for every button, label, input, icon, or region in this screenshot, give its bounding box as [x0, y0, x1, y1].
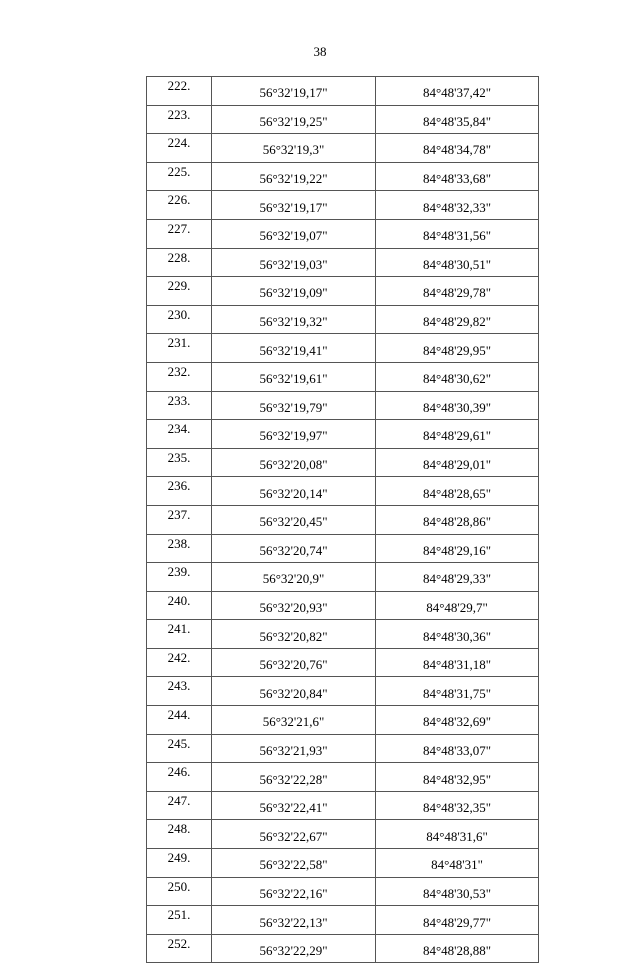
point-number-cell: 248.: [147, 820, 212, 849]
longitude-cell: 84°48'37,42": [376, 77, 539, 106]
point-number-cell: 245.: [147, 734, 212, 763]
longitude-cell: 84°48'30,51": [376, 248, 539, 277]
longitude-cell: 84°48'30,36": [376, 620, 539, 649]
latitude-cell: 56°32'22,13": [212, 906, 376, 935]
table-row: [147, 763, 539, 792]
point-number-cell: 229.: [147, 277, 212, 306]
latitude-cell: 56°32'22,58": [212, 849, 376, 878]
longitude-cell: 84°48'29,78": [376, 277, 539, 306]
point-number-cell: 230.: [147, 305, 212, 334]
point-number-cell: 250.: [147, 877, 212, 906]
latitude-cell: 56°32'22,29": [212, 934, 376, 963]
point-number-cell: 225.: [147, 162, 212, 191]
point-number-cell: 234.: [147, 420, 212, 449]
longitude-cell: 84°48'29,77": [376, 906, 539, 935]
longitude-cell: 84°48'31": [376, 849, 539, 878]
latitude-cell: 56°32'20,74": [212, 534, 376, 563]
latitude-cell: 56°32'22,41": [212, 791, 376, 820]
latitude-cell: 56°32'19,79": [212, 391, 376, 420]
latitude-cell: 56°32'22,28": [212, 763, 376, 792]
point-number-cell: 231.: [147, 334, 212, 363]
longitude-cell: 84°48'29,7": [376, 591, 539, 620]
latitude-cell: 56°32'20,84": [212, 677, 376, 706]
latitude-cell: 56°32'19,61": [212, 362, 376, 391]
table-row: [147, 534, 539, 563]
latitude-cell: 56°32'20,93": [212, 591, 376, 620]
longitude-cell: 84°48'32,69": [376, 706, 539, 735]
latitude-cell: 56°32'19,17": [212, 191, 376, 220]
table-row: [147, 191, 539, 220]
table-row: [147, 591, 539, 620]
point-number-cell: 243.: [147, 677, 212, 706]
latitude-cell: 56°32'19,25": [212, 105, 376, 134]
longitude-cell: 84°48'29,61": [376, 420, 539, 449]
longitude-cell: 84°48'33,07": [376, 734, 539, 763]
latitude-cell: 56°32'20,45": [212, 505, 376, 534]
table-row: [147, 849, 539, 878]
table-row: [147, 734, 539, 763]
longitude-cell: 84°48'32,35": [376, 791, 539, 820]
point-number-cell: 223.: [147, 105, 212, 134]
latitude-cell: 56°32'19,09": [212, 277, 376, 306]
table-row: [147, 505, 539, 534]
table-row: [147, 677, 539, 706]
longitude-cell: 84°48'30,62": [376, 362, 539, 391]
point-number-cell: 236.: [147, 477, 212, 506]
table-row: [147, 563, 539, 592]
longitude-cell: 84°48'31,18": [376, 648, 539, 677]
point-number-cell: 237.: [147, 505, 212, 534]
longitude-cell: 84°48'33,68": [376, 162, 539, 191]
table-row: [147, 362, 539, 391]
point-number-cell: 244.: [147, 706, 212, 735]
latitude-cell: 56°32'20,9": [212, 563, 376, 592]
point-number-cell: 227.: [147, 219, 212, 248]
table-row: [147, 706, 539, 735]
latitude-cell: 56°32'19,03": [212, 248, 376, 277]
point-number-cell: 252.: [147, 934, 212, 963]
table-row: [147, 620, 539, 649]
latitude-cell: 56°32'19,41": [212, 334, 376, 363]
latitude-cell: 56°32'21,6": [212, 706, 376, 735]
point-number-cell: 238.: [147, 534, 212, 563]
longitude-cell: 84°48'29,01": [376, 448, 539, 477]
table-row: [147, 248, 539, 277]
point-number-cell: 226.: [147, 191, 212, 220]
point-number-cell: 228.: [147, 248, 212, 277]
longitude-cell: 84°48'28,88": [376, 934, 539, 963]
table-row: [147, 77, 539, 106]
latitude-cell: 56°32'19,97": [212, 420, 376, 449]
page-number: 38: [313, 44, 327, 59]
longitude-cell: 84°48'31,6": [376, 820, 539, 849]
latitude-cell: 56°32'21,93": [212, 734, 376, 763]
coordinates-table: [146, 76, 539, 963]
latitude-cell: 56°32'19,22": [212, 162, 376, 191]
latitude-cell: 56°32'19,07": [212, 219, 376, 248]
point-number-cell: 251.: [147, 906, 212, 935]
table-row: [147, 934, 539, 963]
point-number-cell: 232.: [147, 362, 212, 391]
latitude-cell: 56°32'19,3": [212, 134, 376, 163]
latitude-cell: 56°32'22,16": [212, 877, 376, 906]
table-row: [147, 877, 539, 906]
point-number-cell: 233.: [147, 391, 212, 420]
table-row: [147, 791, 539, 820]
longitude-cell: 84°48'29,16": [376, 534, 539, 563]
point-number-cell: 247.: [147, 791, 212, 820]
point-number-cell: 242.: [147, 648, 212, 677]
table-row: [147, 105, 539, 134]
latitude-cell: 56°32'20,82": [212, 620, 376, 649]
table-row: [147, 162, 539, 191]
longitude-cell: 84°48'28,86": [376, 505, 539, 534]
longitude-cell: 84°48'29,33": [376, 563, 539, 592]
table-row: [147, 334, 539, 363]
longitude-cell: 84°48'29,82": [376, 305, 539, 334]
latitude-cell: 56°32'19,32": [212, 305, 376, 334]
table-row: [147, 648, 539, 677]
longitude-cell: 84°48'30,53": [376, 877, 539, 906]
table-row: [147, 420, 539, 449]
table-row: [147, 305, 539, 334]
longitude-cell: 84°48'32,33": [376, 191, 539, 220]
longitude-cell: 84°48'28,65": [376, 477, 539, 506]
longitude-cell: 84°48'34,78": [376, 134, 539, 163]
longitude-cell: 84°48'32,95": [376, 763, 539, 792]
point-number-cell: 246.: [147, 763, 212, 792]
table-row: [147, 277, 539, 306]
table-row: [147, 134, 539, 163]
latitude-cell: 56°32'20,14": [212, 477, 376, 506]
point-number-cell: 240.: [147, 591, 212, 620]
longitude-cell: 84°48'29,95": [376, 334, 539, 363]
table-row: [147, 219, 539, 248]
point-number-cell: 224.: [147, 134, 212, 163]
latitude-cell: 56°32'20,76": [212, 648, 376, 677]
latitude-cell: 56°32'22,67": [212, 820, 376, 849]
table-row: [147, 448, 539, 477]
longitude-cell: 84°48'31,56": [376, 219, 539, 248]
point-number-cell: 239.: [147, 563, 212, 592]
longitude-cell: 84°48'31,75": [376, 677, 539, 706]
table-row: [147, 477, 539, 506]
latitude-cell: 56°32'19,17": [212, 77, 376, 106]
table-row: [147, 820, 539, 849]
table-row: [147, 906, 539, 935]
longitude-cell: 84°48'35,84": [376, 105, 539, 134]
table-row: [147, 391, 539, 420]
coordinates-table-body: [147, 77, 539, 963]
point-number-cell: 235.: [147, 448, 212, 477]
longitude-cell: 84°48'30,39": [376, 391, 539, 420]
point-number-cell: 249.: [147, 849, 212, 878]
point-number-cell: 241.: [147, 620, 212, 649]
latitude-cell: 56°32'20,08": [212, 448, 376, 477]
point-number-cell: 222.: [147, 77, 212, 106]
